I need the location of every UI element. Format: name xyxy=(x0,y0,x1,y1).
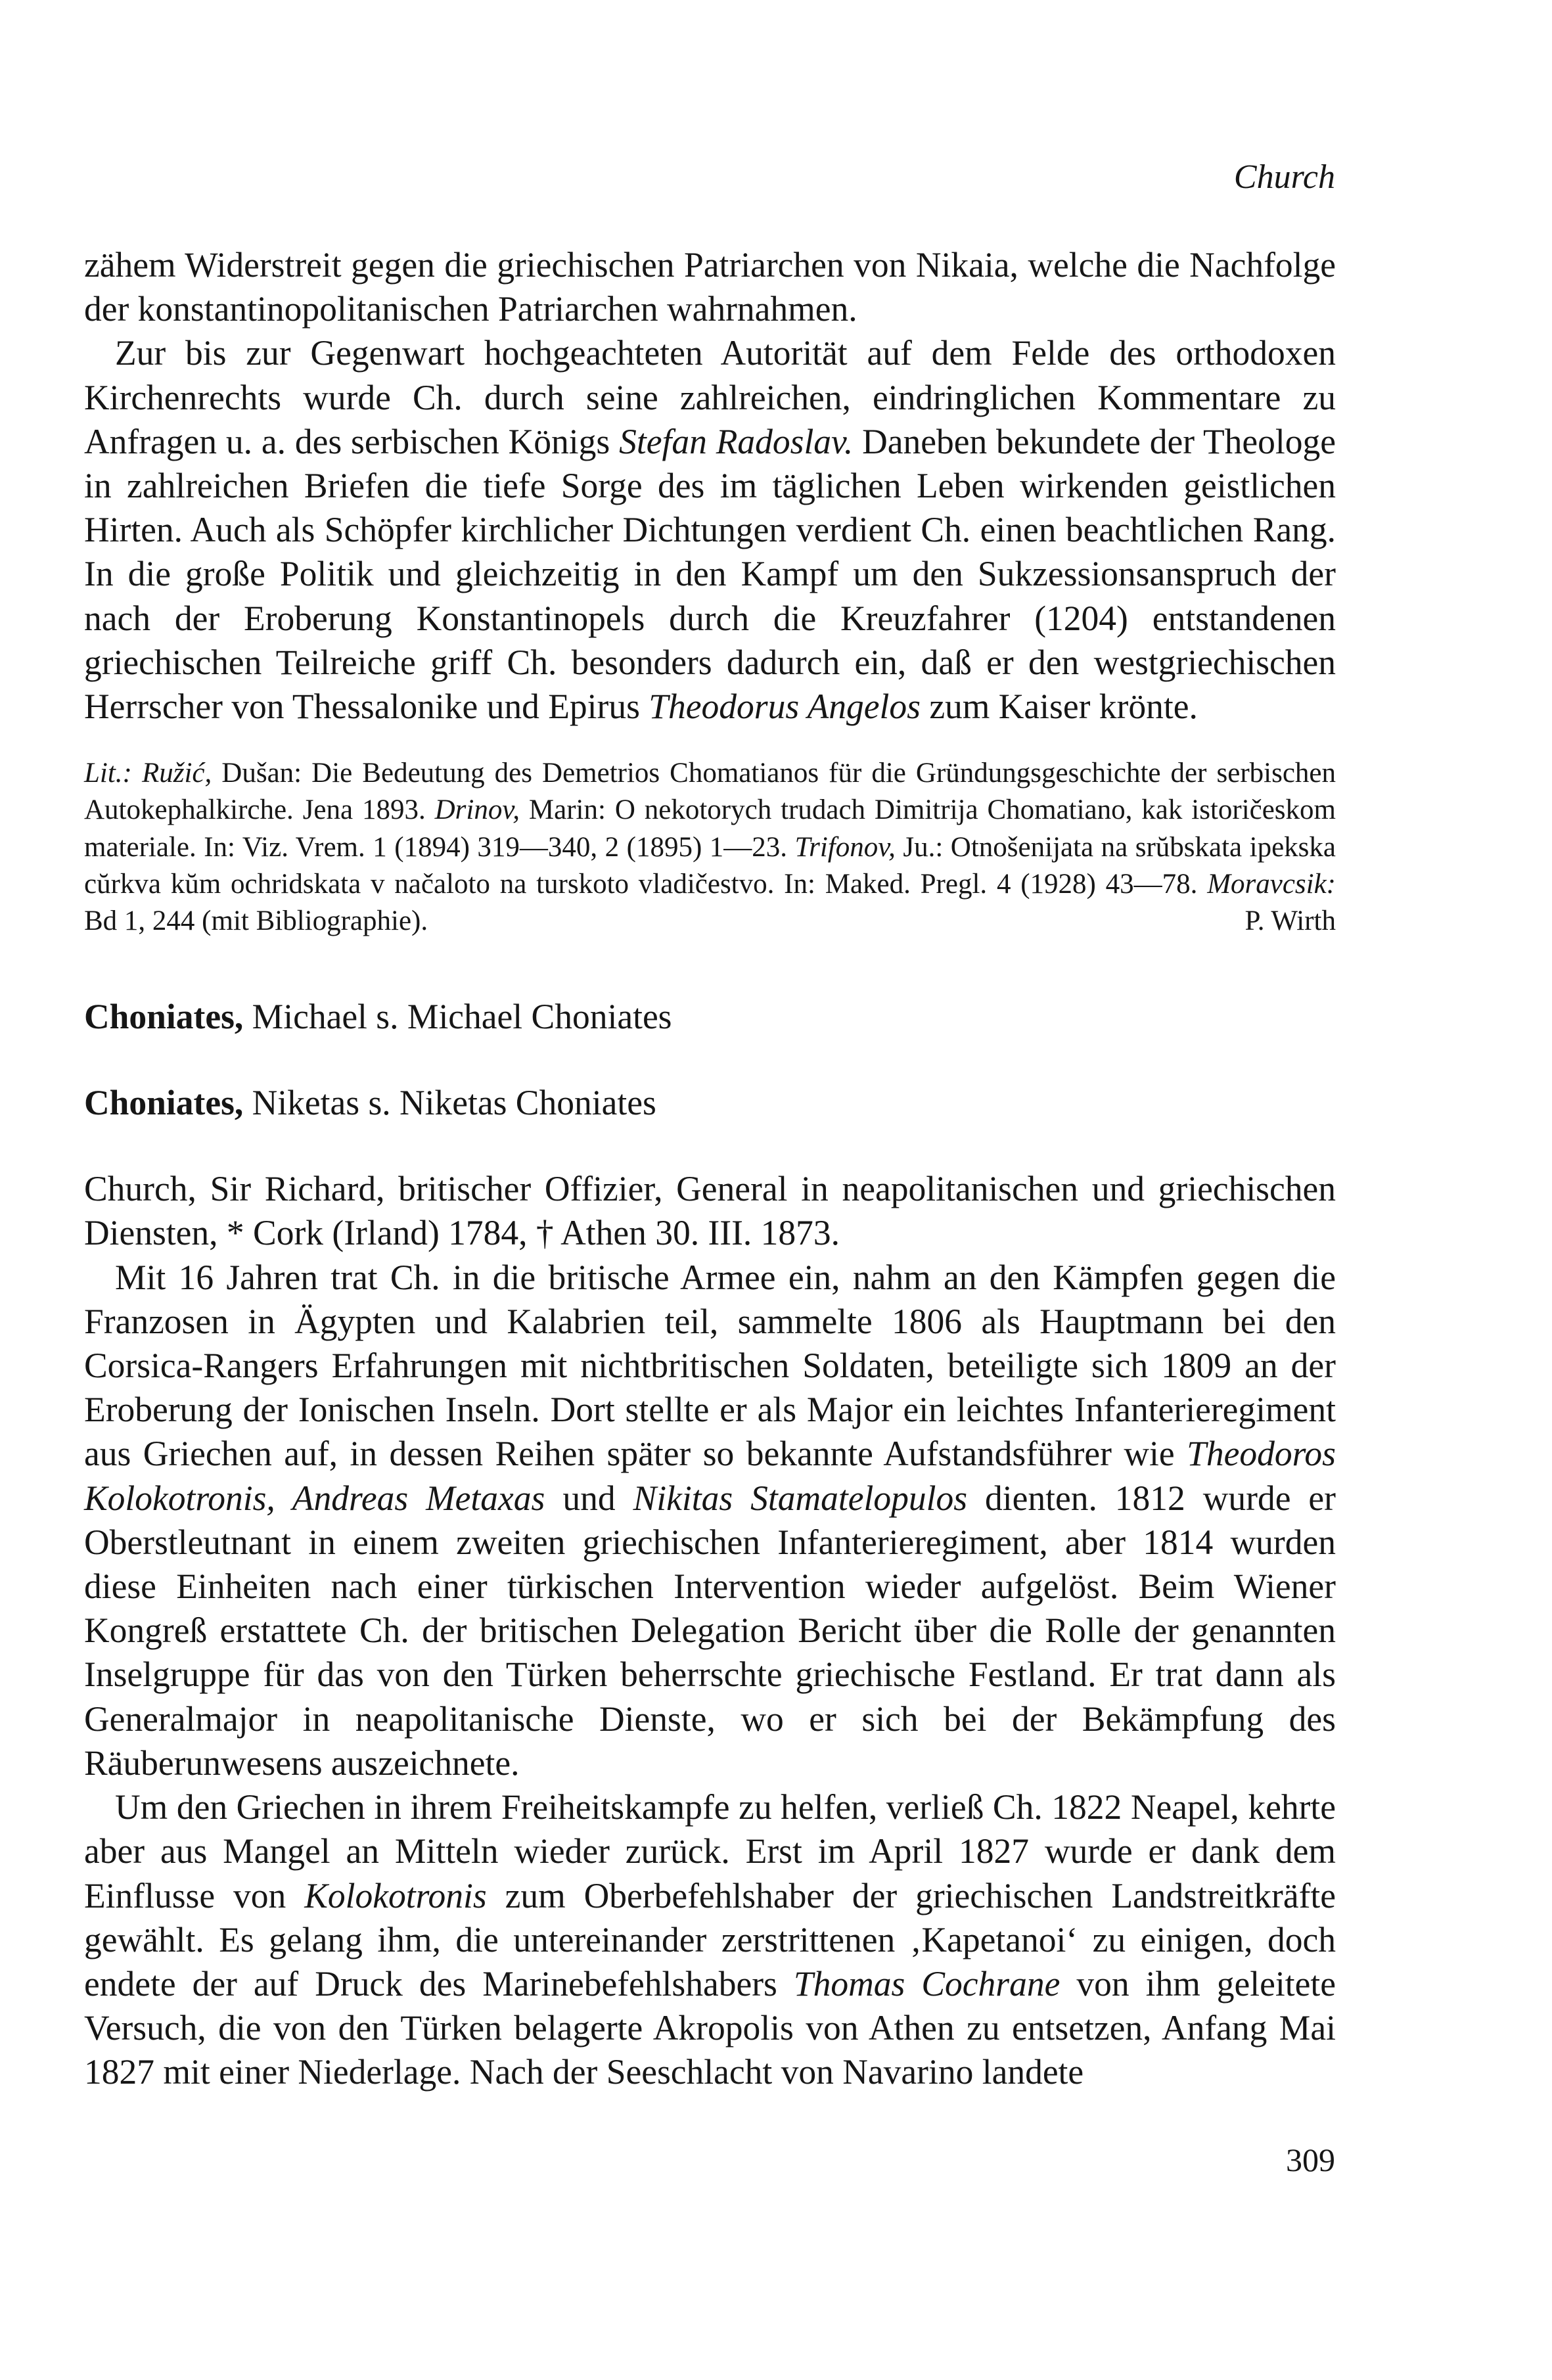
italic-run: Kolokotronis xyxy=(304,1875,487,1915)
text-run: zähem Widerstreit gegen die griechischen Patriarchen von Nikaia, welche die Nachfolge der konstantinopolitanischen Patriarchen wahrnahmen. xyxy=(84,245,1336,329)
paragraph xyxy=(84,331,1336,729)
italic-run: Lit.: xyxy=(84,758,132,789)
italic-run: Theodoros Kolokotronis, Andreas Metaxas xyxy=(84,1434,1336,1518)
text-run: Ju.: Otnošenijata na srŭbskata ipekska cŭrkva kŭm ochridskata v načaloto na turskoto vladičestvo. In: Maked. Pregl. 4 (1928) 43—78. xyxy=(84,831,1336,900)
text-run: Marin: O nekotorych trudach Dimitrija Chomatiano, kak istoričeskom materiale. In: Viz. Vrem. 1 (1894) 319—340, 2 (1895) 1—23. xyxy=(84,794,1336,863)
text-run: Dušan: Die Bedeutung des Demetrios Chomatianos für die Gründungsgeschichte der serbischen Autokephalkirche. Jena 1893. xyxy=(84,758,1336,826)
text-run: zum Kaiser krönte. xyxy=(920,687,1198,727)
literature-block xyxy=(84,755,1336,940)
running-head: Church xyxy=(1233,158,1335,196)
italic-run: Stefan Radoslav. xyxy=(619,421,854,461)
page-number: 309 xyxy=(1286,2141,1335,2178)
italic-run: Moravcsik: xyxy=(1207,868,1336,900)
text-run: von ihm geleitete Versuch, die von den Türken belagerte Akropolis von Athen zu entsetzen, Anfang Mai 1827 mit einer Niederlage. Nach der Seeschlacht von Navarino landete xyxy=(84,1963,1336,2092)
text-run: Zur bis zur Gegenwart hochgeachteten Autorität auf dem Felde des orthodoxen Kirchenrechts wurde Ch. durch seine zahlreichen, eindringlichen Kommentare zu Anfragen u. a. des serbischen Königs xyxy=(84,333,1336,461)
cross-reference-text: Niketas s. Niketas Choniates xyxy=(243,1083,656,1123)
text-run: dienten. 1812 wurde er Oberstleutnant in einem zweiten griechischen Infanterieregiment, aber 1814 wurden diese Einheiten nach einer türkischen Intervention wieder aufgelöst. Beim Wiener Kongreß erstattete Ch. der britischen Delegation Bericht über die Rolle der genannten Inselgruppe für das von den Türken beherrschte griechische Festland. Er trat dann als Generalmajor in neapolitanische Dienste, wo er sich bei der Bekämpfung des Räuberunwesens auszeichnete. xyxy=(84,1478,1336,1783)
entry-heading xyxy=(84,1167,1336,1255)
paragraph xyxy=(84,1256,1336,1785)
literature-author: P. Wirth xyxy=(1244,905,1336,937)
italic-run: Theodorus Angelos xyxy=(649,687,921,727)
literature-text xyxy=(84,758,1336,936)
text-run: zum Oberbefehlshaber der griechischen Landstreitkräfte gewählt. Es gelang ihm, die untereinander zerstrittenen ‚Kapetanoi‘ zu einigen, doch endete der auf Druck des Marinebefehlshabers xyxy=(84,1875,1336,2003)
paragraph xyxy=(84,243,1336,331)
paragraph xyxy=(84,1785,1336,2094)
italic-run: Drinov, xyxy=(434,794,520,826)
italic-run: Trifonov, xyxy=(794,831,896,863)
text-run: Bd 1, 244 (mit Bibliographie). xyxy=(84,905,428,937)
text-run xyxy=(132,758,142,789)
main-text-block xyxy=(84,243,1336,2095)
italic-run: Ružić, xyxy=(141,758,212,789)
cross-reference-text: Michael s. Michael Choniates xyxy=(243,997,672,1037)
text-run: Mit 16 Jahren trat Ch. in die britische Armee ein, nahm an den Kämpfen gegen die Franzosen in Ägypten und Kalabrien teil, sammelte 1806 als Hauptmann bei den Corsica-Rangers Erfahrungen mit nichtbritischen Soldaten, beteiligte sich 1809 an der Eroberung der Ionischen Inseln. Dort stellte er als Major ein leichtes Infanterieregiment aus Griechen auf, in dessen Reihen später so bekannte Aufstandsführer wie xyxy=(84,1257,1336,1474)
text-run: Um den Griechen in ihrem Freiheitskampfe zu helfen, verließ Ch. 1822 Neapel, kehrte aber aus Mangel an Mitteln wieder zurück. Erst im April 1827 wurde er dank dem Einflusse von xyxy=(84,1787,1336,1915)
cross-reference-lemma: Choniates, xyxy=(84,997,244,1037)
cross-reference-lemma: Choniates, xyxy=(84,1083,244,1123)
text-run: Daneben bekundete der Theologe in zahlreichen Briefen die tiefe Sorge des im täglichen Leben wirkenden geistlichen Hirten. Auch als Schöpfer kirchlicher Dichtungen verdient Ch. einen beachtlichen Rang. In die große Politik und gleichzeitig in den Kampf um den Sukzessionsanspruch der nach der Eroberung Konstantinopels durch die Kreuzfahrer (1204) entstandenen griechischen Teilreiche griff Ch. besonders dadurch ein, daß er den westgriechischen Herrscher von Thessalonike und Epirus xyxy=(84,421,1336,727)
text-run: und xyxy=(545,1478,633,1518)
cross-reference xyxy=(84,1081,1336,1125)
entry-lemma: Church, xyxy=(84,1169,196,1209)
entry-heading-text: Sir Richard, britischer Offizier, General in neapolitanischen und griechischen Diensten, * Cork (Irland) 1784, † Athen 30. III. 1873. xyxy=(84,1169,1336,1253)
cross-reference xyxy=(84,995,1336,1039)
italic-run: Nikitas Stamatelopulos xyxy=(633,1478,968,1518)
italic-run: Thomas Cochrane xyxy=(793,1963,1061,2003)
